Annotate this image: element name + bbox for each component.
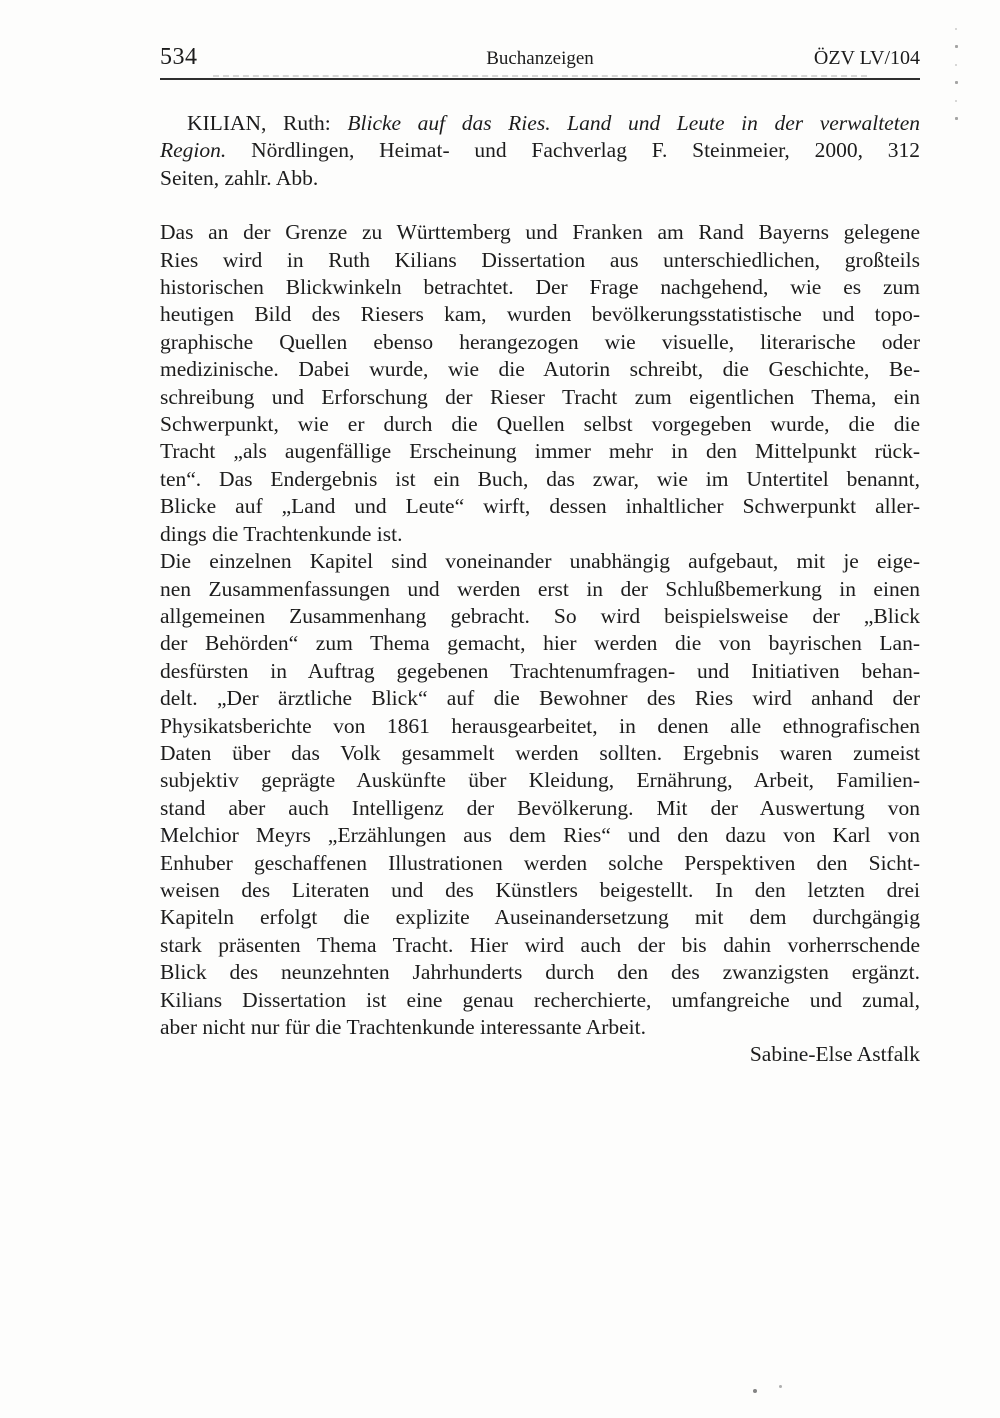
text-line: medizinische. Dabei wurde, wie die Autorin schreibt, die Geschichte, Be- xyxy=(160,357,920,382)
biblio-line: Seiten, zahlr. Abb. xyxy=(160,165,319,190)
rule-smudge-artifact xyxy=(213,75,867,77)
text-line: graphische Quellen ebenso herangezogen wie visuelle, literarische oder xyxy=(160,329,920,354)
text-line: Tracht „als augenfällige Erscheinung immer mehr in den Mittelpunkt rück- xyxy=(160,439,920,464)
text-line: Melchior Meyrs „Erzählungen aus dem Ries“ und den dazu von Karl von xyxy=(160,823,920,848)
scan-edge-artifact xyxy=(953,28,959,120)
text-line: heutigen Bild des Riesers kam, wurden bevölkerungsstatistische und topo- xyxy=(160,302,920,327)
running-title: Buchanzeigen xyxy=(486,48,594,69)
text-line: desfürsten in Auftrag gegebenen Trachtenumfragen- und Initiativen behan- xyxy=(160,658,920,683)
text-line: Blick des neunzehnten Jahrhunderts durch den des zwanzigsten ergänzt. xyxy=(160,960,920,985)
text-line: Schwerpunkt, wie er durch die Quellen selbst vorgegeben wurde, die die xyxy=(160,412,920,437)
text-line: dings die Trachtenkunde ist. xyxy=(160,521,403,546)
text-line: Kilians Dissertation ist eine genau recherchierte, umfangreiche und zumal, xyxy=(160,987,920,1012)
text-line: stand aber auch Intelligenz der Bevölkerung. Mit der Auswertung von xyxy=(160,795,920,820)
text-line: Das an der Grenze zu Württemberg und Franken am Rand Bayerns gelegene xyxy=(160,220,920,245)
text-line: der Behörden“ zum Thema gemacht, hier werden die von bayrischen Lan- xyxy=(160,631,920,656)
biblio-line xyxy=(160,137,920,164)
text-line: weisen des Literaten und des Künstlers beigestellt. In den letzten drei xyxy=(160,877,920,902)
biblio-title-cont: Region. xyxy=(160,138,227,163)
text-line: Physikatsberichte von 1861 herausgearbeitet, in denen alle ethnografischen xyxy=(160,713,920,738)
text-line: ten“. Das Endergebnis ist ein Buch, das zwar, wie im Untertitel benannt, xyxy=(160,466,920,491)
page-header xyxy=(160,44,920,72)
scan-speck-artifact xyxy=(779,1385,782,1388)
review-body xyxy=(160,219,920,1069)
page-number: 534 xyxy=(160,44,198,70)
text-line: allgemeinen Zusammenhang gebracht. So wird beispielsweise der „Blick xyxy=(160,603,920,628)
text-line: nen Zusammenfassungen und werden erst in der Schlußbemerkung in einen xyxy=(160,576,920,601)
biblio-title: Blicke auf das Ries. Land und Leute in der verwalteten xyxy=(347,111,920,135)
text-line: Kapiteln erfolgt die explizite Auseinandersetzung mit dem durchgängig xyxy=(160,905,920,930)
text-line: delt. „Der ärztliche Blick“ auf die Bewohner des Ries wird anhand der xyxy=(160,686,920,711)
text-line: Ries wird in Ruth Kilians Dissertation aus unterschiedlichen, großteils xyxy=(160,247,920,272)
text-line: Enhuber geschaffenen Illustrationen werden solche Perspektiven den Sicht- xyxy=(160,850,920,875)
scan-speck-artifact xyxy=(753,1389,757,1393)
text-line: Blicke auf „Land und Leute“ wirft, dessen inhaltlicher Schwerpunkt aller- xyxy=(160,494,920,519)
bibliographic-entry xyxy=(160,110,920,192)
text-line: historischen Blickwinkeln betrachtet. Der Frage nachgehend, wie es zum xyxy=(160,275,920,300)
text-line: aber nicht nur für die Trachtenkunde interessante Arbeit. xyxy=(160,1015,646,1039)
text-line: Die einzelnen Kapitel sind voneinander unabhängig aufgebaut, mit je eige- xyxy=(160,549,920,574)
text-line: subjektiv geprägte Auskünfte über Kleidung, Ernährung, Arbeit, Familien- xyxy=(160,768,920,793)
biblio-author: KILIAN, Ruth: xyxy=(187,111,348,135)
biblio-line xyxy=(160,110,920,137)
text-column xyxy=(160,0,920,1069)
reviewer-signature: Sabine-Else Astfalk xyxy=(749,1042,920,1067)
header-rule xyxy=(160,78,920,80)
text-line: stark präsenten Thema Tracht. Hier wird auch der bis dahin vorherrschende xyxy=(160,932,920,957)
journal-ref: ÖZV LV/104 xyxy=(813,47,920,69)
text-line: schreibung und Erforschung der Rieser Tracht zum eigentlichen Thema, ein xyxy=(160,384,920,409)
text-line: Daten über das Volk gesammelt werden sollten. Ergebnis waren zumeist xyxy=(160,740,920,765)
biblio-imprint: Nördlingen, Heimat- und Fachverlag F. Steinmeier, 2000, 312 xyxy=(226,138,920,163)
